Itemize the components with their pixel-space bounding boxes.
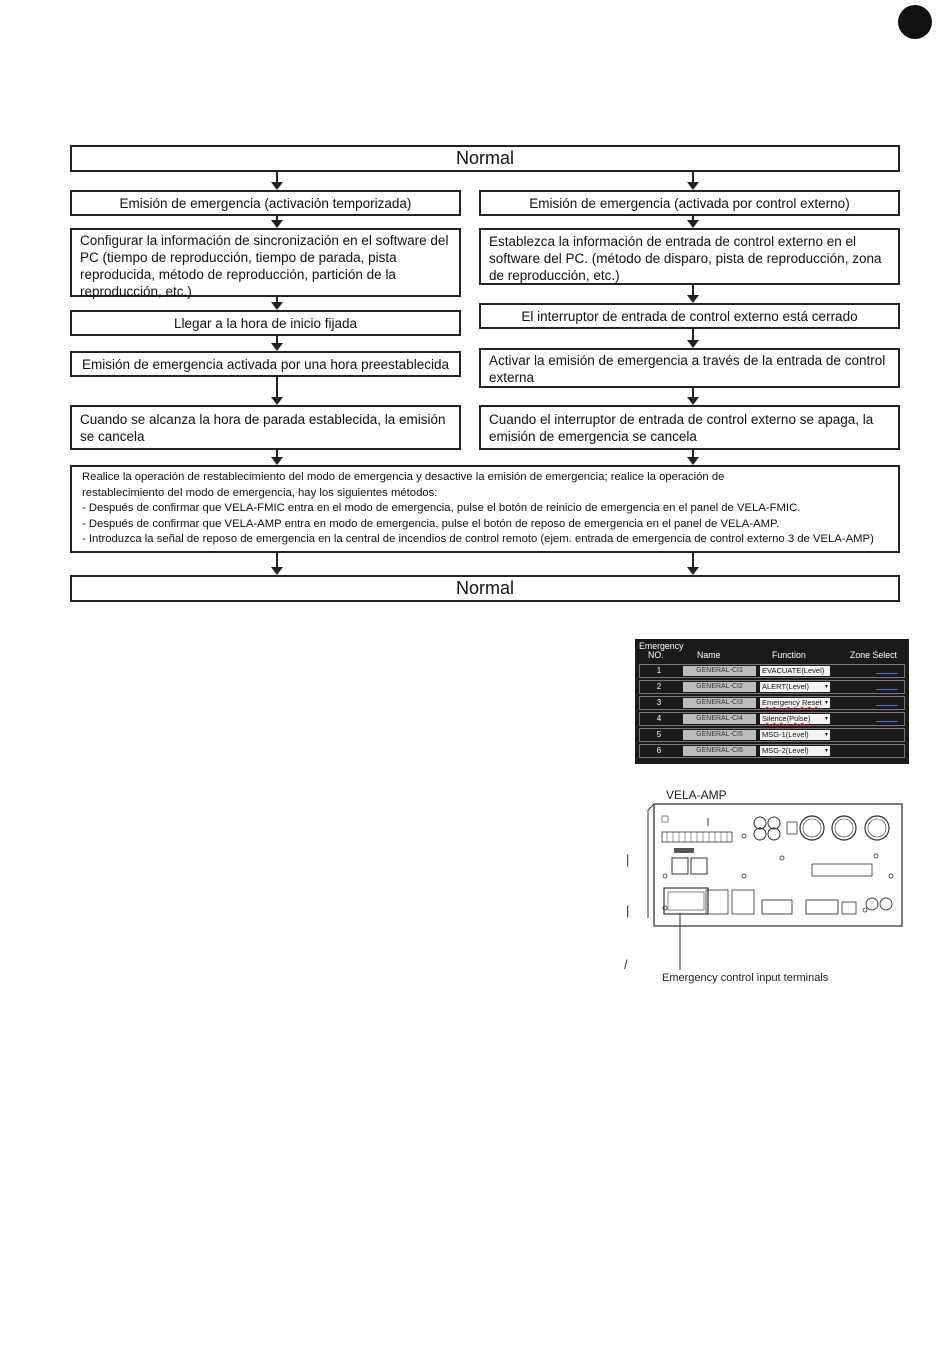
flow-normal-top-text: Normal — [455, 148, 514, 168]
left-step2-box — [70, 310, 461, 336]
row-number: 6 — [656, 746, 662, 755]
chevron-down-icon[interactable]: ▾ — [824, 748, 828, 754]
arrow-down-icon — [687, 450, 699, 465]
left-title-text: Emisión de emergencia (activación temporizada) — [119, 195, 412, 211]
left-step3-text: Emisión de emergencia activada por una hora preestablecida — [82, 356, 449, 372]
arrow-down-icon — [271, 553, 283, 575]
reset-line-2: restablecimiento del modo de emergencia, hay los siguientes métodos: — [82, 486, 438, 499]
row-function-value: ALERT(Level) — [762, 682, 809, 691]
right-step4-box — [479, 405, 900, 450]
row-number: 2 — [656, 682, 662, 691]
row-function-select[interactable] — [760, 666, 830, 676]
header-name: Name — [697, 650, 721, 660]
reset-line-3: - Después de confirmar que VELA-FMIC entra en el modo de emergencia, pulse el botón de reinicio de emergencia en el panel de VELA-FMIC. — [82, 502, 801, 514]
right-title-box — [479, 190, 900, 216]
table-row — [639, 712, 905, 726]
arrow-down-icon — [271, 297, 283, 310]
zone-link[interactable] — [876, 689, 898, 690]
row-function-value: MSG-2(Level) — [762, 746, 809, 755]
row-zone-select[interactable] — [833, 746, 904, 756]
right-title-text: Emisión de emergencia (activada por control externo) — [529, 195, 850, 211]
left-step1-box — [70, 228, 461, 297]
table-row — [639, 664, 905, 678]
row-zone-select[interactable] — [833, 666, 904, 676]
table-row — [639, 696, 905, 710]
right-step3-box — [479, 348, 900, 388]
left-step1-text: Configurar la información de sincronización en el software del PC (tiempo de reproducción, tiempo de parada, pista reproducida, método de reproducción, partición de la reproducción, etc.) — [80, 233, 449, 299]
arrow-down-icon — [687, 216, 699, 228]
left-step4-box — [70, 405, 461, 450]
vela-amp-rear-panel — [640, 796, 910, 976]
flow-normal-bottom — [70, 575, 900, 602]
header-zone-select: Zone Select — [850, 650, 897, 660]
right-step1-text: Establezca la información de entrada de control externo en el software del PC. (método de disparo, pista de reproducción, zona de reproducción, etc.) — [489, 234, 882, 283]
reset-instructions-box — [70, 465, 900, 553]
arrow-down-icon — [271, 216, 283, 228]
header-function: Function — [772, 650, 806, 660]
row-function-value: EVACUATE(Level) — [762, 666, 825, 675]
chevron-down-icon[interactable]: ▾ — [824, 716, 828, 722]
table-row — [639, 744, 905, 758]
row-function-select[interactable] — [760, 746, 830, 756]
right-step4-text: Cuando el interruptor de entrada de control externo se apaga, la emisión de emergencia se cancela — [489, 412, 874, 444]
row-function-value: Silence(Pulse) — [762, 714, 811, 723]
device-title: VELA-AMP — [666, 788, 727, 802]
flow-normal-top — [70, 145, 900, 172]
left-step2-text: Llegar a la hora de inicio fijada — [173, 315, 358, 331]
row-number: 4 — [656, 714, 662, 723]
arrow-down-icon — [687, 553, 699, 575]
emergency-input-table — [635, 639, 909, 764]
row-zone-select[interactable] — [833, 714, 904, 724]
terminal-caption: Emergency control input terminals — [662, 972, 829, 984]
left-step4-text: Cuando se alcanza la hora de parada establecida, la emisión se cancela — [80, 412, 446, 444]
row-function-select[interactable] — [760, 682, 830, 692]
row-function-select[interactable] — [760, 698, 830, 708]
chevron-down-icon[interactable]: ▾ — [824, 732, 828, 738]
row-number: 1 — [656, 666, 662, 675]
header-no-line1: Emergency — [639, 641, 684, 651]
margin-mark: | — [626, 903, 630, 918]
reset-line-5: - Introduzca la señal de reposo de emergencia en la central de incendios de control remoto (ejem. entrada de emergencia de control externo 3 de VELA-AMP) — [82, 533, 874, 545]
chevron-down-icon[interactable]: ▾ — [824, 700, 828, 706]
row-function-select[interactable] — [760, 730, 830, 740]
row-zone-select[interactable] — [833, 698, 904, 708]
right-step2-text: El interruptor de entrada de control externo está cerrado — [521, 308, 858, 324]
row-zone-select[interactable] — [833, 730, 904, 740]
zone-link[interactable] — [876, 721, 898, 722]
page-marker-dot — [898, 5, 932, 39]
reset-line-4: - Después de confirmar que VELA-AMP entra en modo de emergencia, pulse el botón de reposo de emergencia en el panel de VELA-AMP. — [82, 517, 780, 530]
left-step3-box — [70, 351, 461, 377]
arrow-down-icon — [271, 450, 283, 465]
zone-link[interactable] — [876, 705, 898, 706]
row-name: GENERAL-CI2 — [683, 682, 756, 692]
arrow-down-icon — [687, 388, 699, 405]
row-name: GENERAL-CI3 — [683, 698, 756, 708]
row-number: 5 — [656, 730, 662, 739]
arrow-down-icon — [687, 329, 699, 348]
row-name: GENERAL-CI1 — [683, 666, 756, 676]
row-name: GENERAL-CI4 — [683, 714, 756, 724]
margin-mark: | — [626, 852, 630, 867]
arrow-down-icon — [271, 172, 283, 190]
right-step2-box — [479, 303, 900, 329]
flow-normal-bottom-text: Normal — [455, 578, 514, 598]
chevron-down-icon[interactable]: ▾ — [824, 684, 828, 690]
row-zone-select[interactable] — [833, 682, 904, 692]
row-name: GENERAL-CI6 — [683, 746, 756, 756]
reset-line-1: Realice la operación de restablecimiento del modo de emergencia y desactive la emisión de emergencia; realice la operación de — [82, 471, 725, 483]
arrow-down-icon — [687, 285, 699, 303]
header-no-line2: NO. — [648, 650, 664, 660]
row-function-value: MSG-1(Level) — [762, 730, 809, 739]
margin-mark: / — [624, 957, 628, 972]
row-function-select[interactable] — [760, 714, 830, 724]
arrow-down-icon — [271, 377, 283, 405]
arrow-down-icon — [687, 172, 699, 190]
right-step3-text: Activar la emisión de emergencia a través de la entrada de control externa — [489, 353, 886, 385]
row-number: 3 — [656, 698, 662, 707]
arrow-down-icon — [271, 336, 283, 351]
left-title-box — [70, 190, 461, 216]
table-row — [639, 728, 905, 742]
row-function-value: Emergency Reset — [762, 698, 822, 707]
row-name: GENERAL-CI5 — [683, 730, 756, 740]
right-step1-box — [479, 228, 900, 285]
table-row — [639, 680, 905, 694]
zone-link[interactable] — [876, 673, 898, 674]
